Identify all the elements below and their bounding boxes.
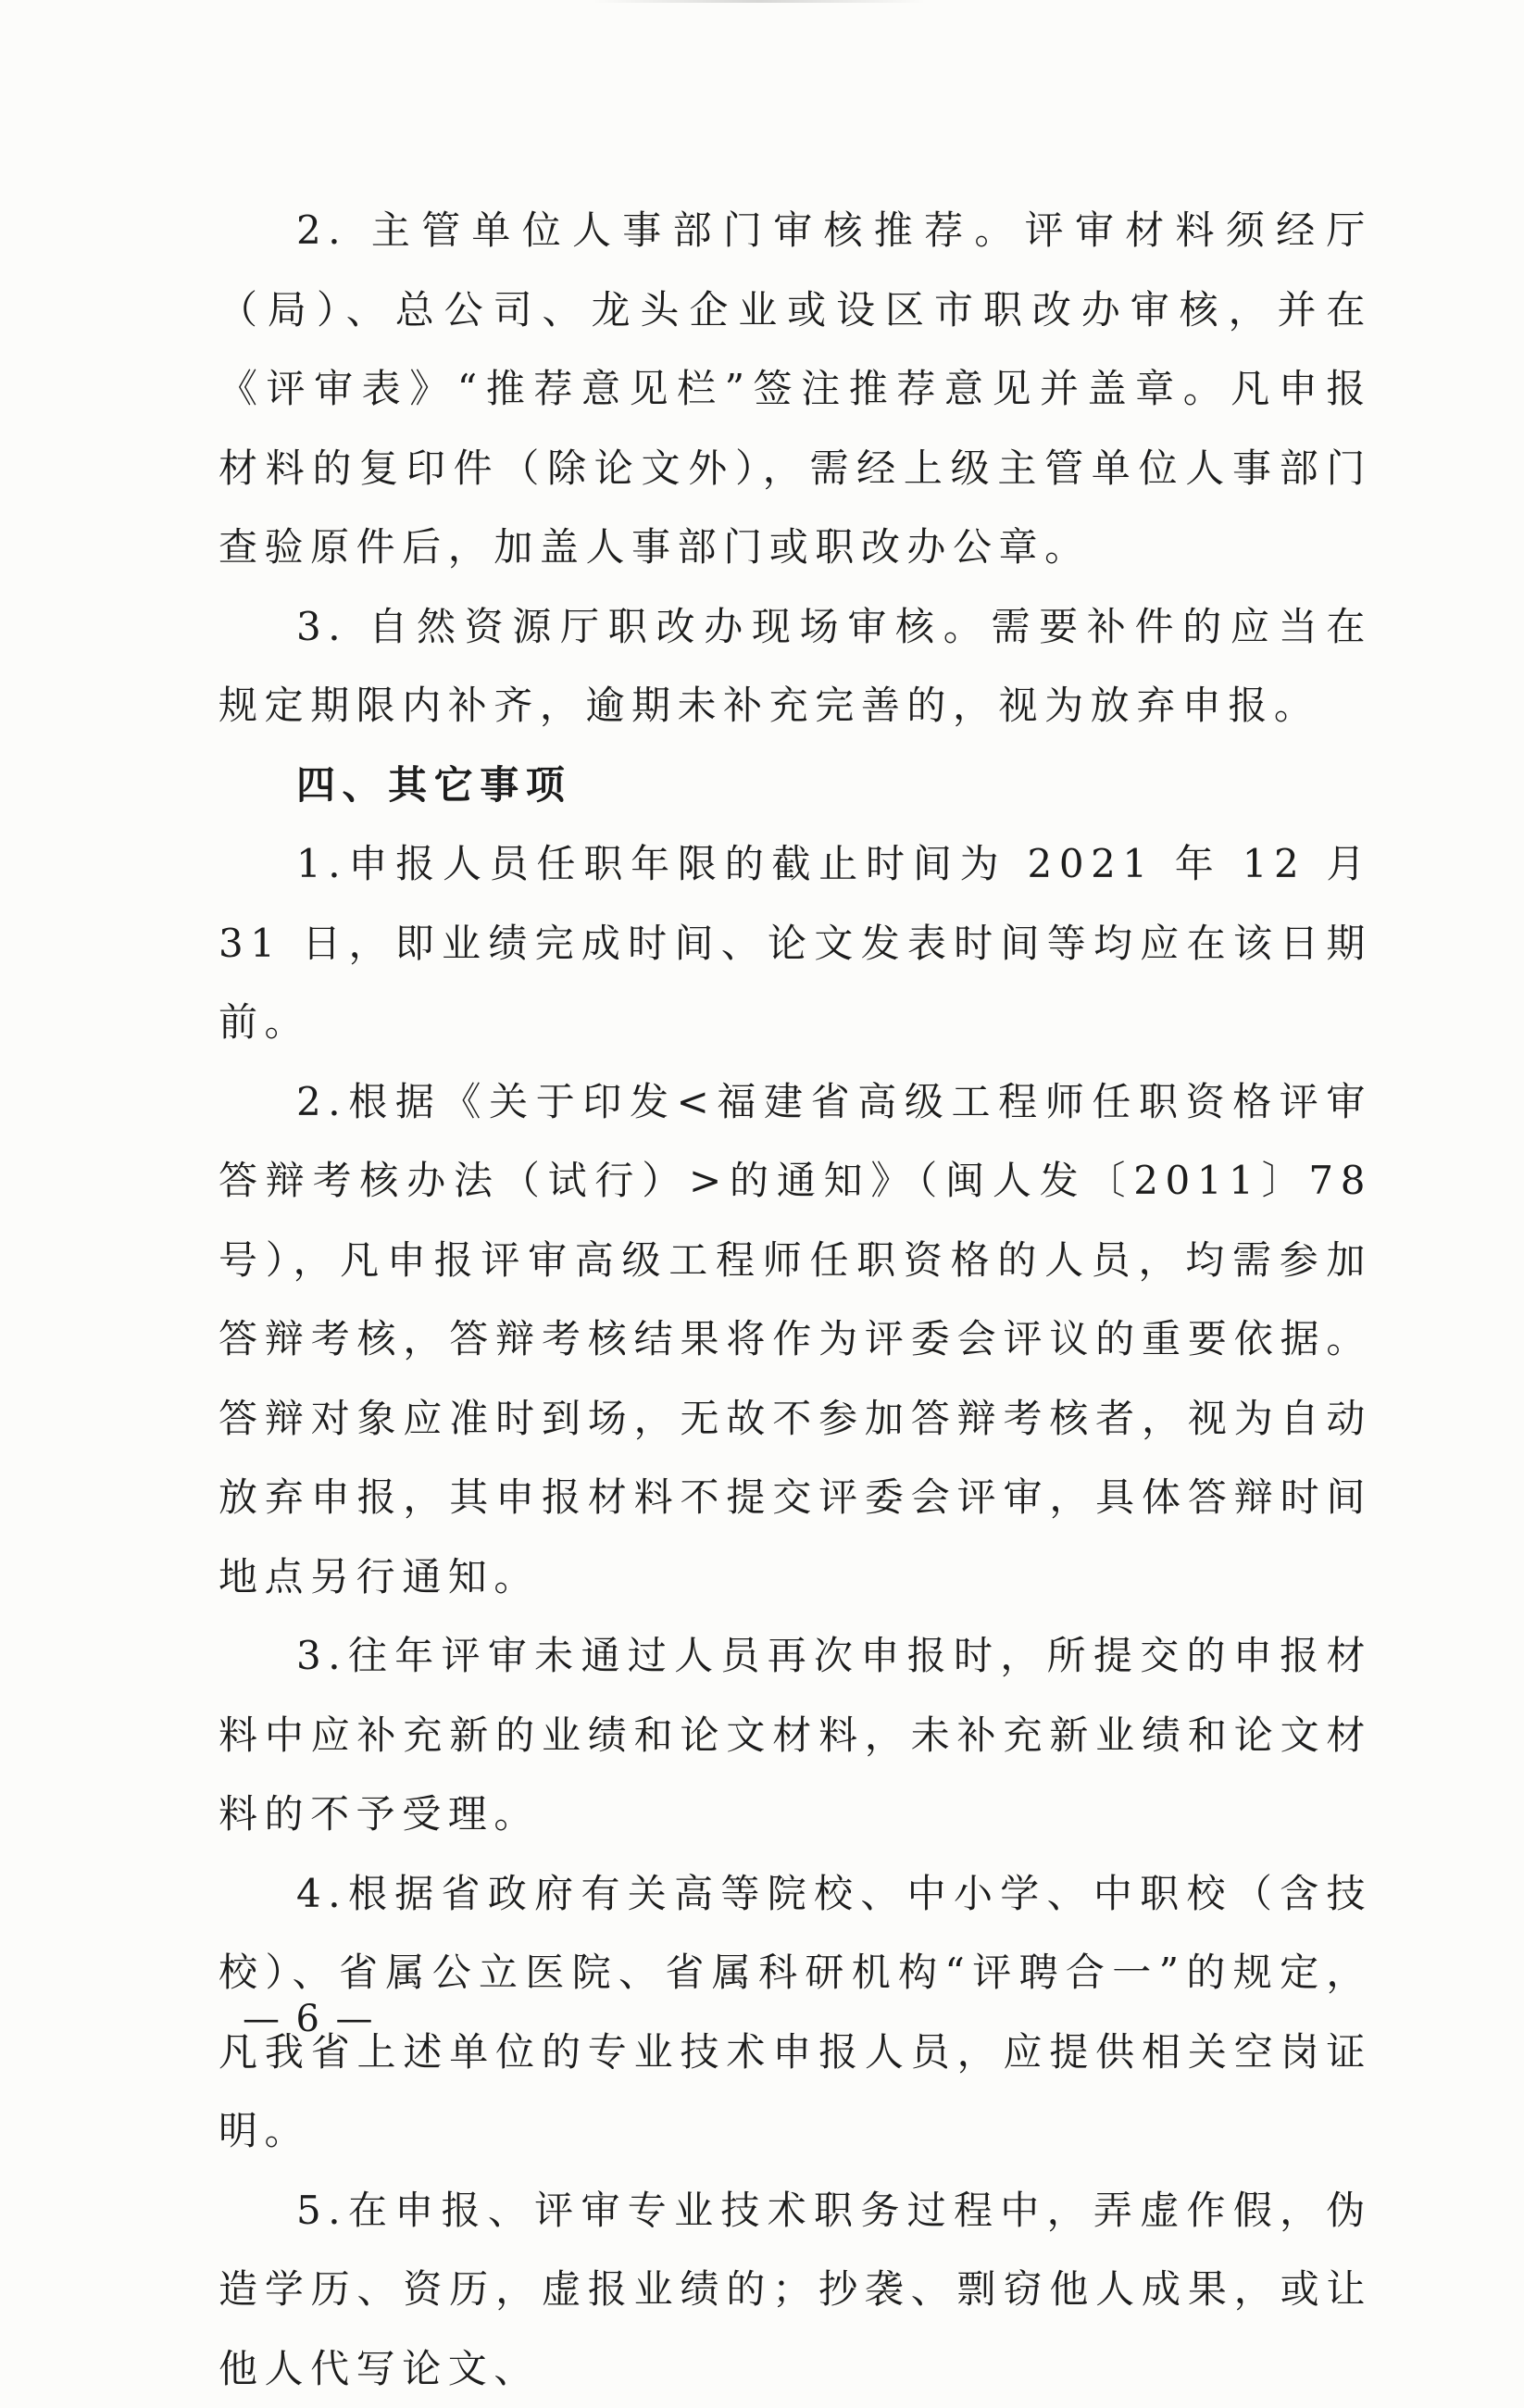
- document-body: [219, 191, 1372, 2408]
- paragraph-onsite-review: 3. 自然资源厅职改办现场审核。需要补件的应当在规定期限内补齐，逾期未补充完善的，视为放弃申报。: [219, 587, 1372, 746]
- paragraph-vacancy-proof: 4.根据省政府有关高等院校、中小学、中职校（含技校）、省属公立医院、省属科研机构“评聘合一”的规定，凡我省上述单位的专业技术申报人员，应提供相关空岗证明。: [219, 1854, 1372, 2171]
- scan-edge-shadow: [593, 0, 926, 3]
- section-heading-other-matters: 四、其它事项: [219, 746, 1372, 825]
- paragraph-reapplication: 3.往年评审未通过人员再次申报时，所提交的申报材料中应补充新的业绩和论文材料，未补充新业绩和论文材料的不予受理。: [219, 1616, 1372, 1854]
- paragraph-misconduct: 5.在申报、评审专业技术职务过程中，弄虚作假，伪造学历、资历，虚报业绩的；抄袭、剽窃他人成果，或让他人代写论文、: [219, 2171, 1372, 2408]
- paragraph-recommendation-review: 2. 主管单位人事部门审核推荐。评审材料须经厅（局）、总公司、龙头企业或设区市职改办审核，并在《评审表》“推荐意见栏”签注推荐意见并盖章。凡申报材料的复印件（除论文外），需经上级主管单位人事部门查验原件后，加盖人事部门或职改办公章。: [219, 191, 1372, 587]
- paragraph-deadline: 1.申报人员任职年限的截止时间为 2021 年 12 月 31 日，即业绩完成时间、论文发表时间等均应在该日期前。: [219, 824, 1372, 1062]
- paragraph-defense-assessment: 2.根据《关于印发<福建省高级工程师任职资格评审答辩考核办法（试行）>的通知》（闽人发〔2011〕78 号），凡申报评审高级工程师任职资格的人员，均需参加答辩考核，答辩考核结果将作为评委会评议的重要依据。答辩对象应准时到场，无故不参加答辩考核者，视为自动放弃申报，其申报材料不提交评委会评审，具体答辩时间地点另行通知。: [219, 1062, 1372, 1617]
- page-number: — 6 —: [243, 1998, 375, 2040]
